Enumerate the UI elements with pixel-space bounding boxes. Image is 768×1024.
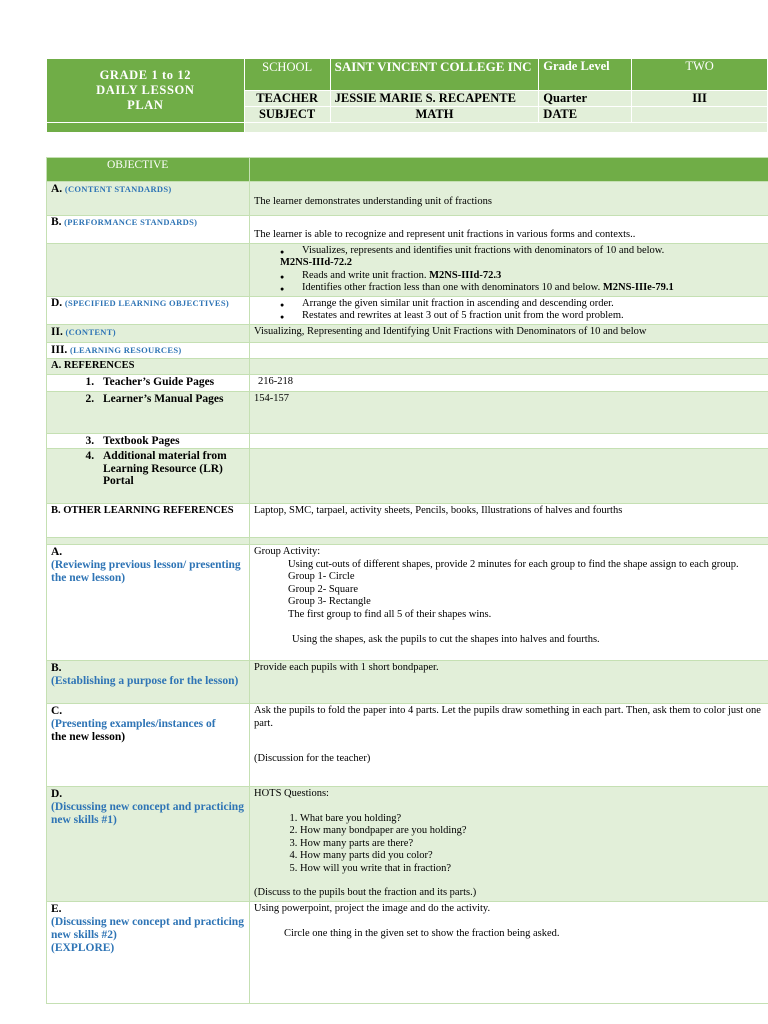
row-content [47,324,768,342]
row-b-content: The learner is able to recognize and represent unit fractions in various forms and contexts.. [250,216,768,244]
procedure-a-group: Group 1- Circle [288,571,355,582]
row-additional-material [47,449,768,504]
grade-title-line2: DAILY LESSON [96,83,195,97]
date-label: DATE [539,107,632,123]
row-d-label: (SPECIFIED LEARNING OBJECTIVES) [64,297,230,308]
procedure-a-letter: A. [51,546,63,558]
procedure-c-content: Ask the pupils to fold the paper into 4 parts. Let the pupils draw something in each part. Then, ask them to color just one part. [254,705,761,729]
row-performance-standards [47,216,768,244]
row-procedure-d [47,787,768,902]
procedure-c-note: (Discussion for the teacher) [254,753,371,764]
row-a-content: The learner demonstrates understanding unit of fractions [250,182,768,216]
school-label: SCHOOL [244,59,330,91]
row-ii-letter: II. [51,325,63,338]
row-other-references [47,504,768,538]
learners-manual-label: 2. Learner’s Manual Pages [97,393,245,406]
procedure-d-title: HOTS Questions: [254,788,329,799]
procedure-b-letter: B. [51,662,62,674]
teachers-guide-label: 1. Teacher’s Guide Pages [97,376,245,389]
procedure-b-label: (Establishing a purpose for the lesson) [51,674,239,687]
hots-questions-list [254,813,764,876]
procedure-a-closing: Using the shapes, ask the pupils to cut the shapes into halves and fourths. [292,634,600,645]
additional-material-label: 4. Additional material from Learning Resource (LR) Portal [97,450,245,488]
textbook-pages-label: 3. Textbook Pages [97,435,245,448]
row-references [47,359,768,375]
grade-title-line1: GRADE 1 to 12 [99,68,192,82]
procedure-b-content: Provide each pupils with 1 short bondpaper. [250,661,768,704]
row-teachers-guide [47,374,768,391]
procedure-c-label-1: (Presenting examples/instances of [51,717,216,730]
procedure-d-label: (Discussing new concept and practicing new skills #1) [51,800,244,826]
row-content-standards [47,182,768,216]
row-learning-resources [47,342,768,359]
competency-item: ● Identifies other fraction less than one with denominators 10 and below. M2NS-IIIe-79.1 [302,282,764,295]
procedure-e-content: Using powerpoint, project the image and do the activity. [254,903,491,914]
grade-level-value: TWO [632,59,768,91]
row-iii-label: (LEARNING RESOURCES) [69,344,182,355]
row-procedure-a [47,545,768,661]
lesson-plan-table [46,157,768,1004]
procedure-e-task: Circle one thing in the given set to show the fraction being asked. [284,927,560,939]
row-procedure-b [47,661,768,704]
row-a-letter: A. [51,183,63,195]
objective-header: OBJECTIVE [47,158,250,182]
grade-level-label: Grade Level [539,59,632,91]
row-specified-objectives [47,296,768,324]
procedure-a-title: Group Activity: [254,546,321,557]
references-label: A. REFERENCES [47,359,250,375]
procedure-e-label-2: (EXPLORE) [51,941,115,954]
procedure-e-letter: E. [51,903,62,915]
learners-manual-pages: 154-157 [250,391,768,433]
grade-title-cell [47,59,245,123]
spacer-row [47,538,768,545]
hots-question: 4. How many parts did you color? [300,850,764,863]
objective-header-row [47,158,768,182]
hots-question: 2. How many bondpaper are you holding? [300,825,764,838]
procedure-a-label: (Reviewing previous lesson/ presenting the new lesson) [51,558,241,584]
row-a-label: (CONTENT STANDARDS) [64,184,172,194]
procedure-a-note: The first group to find all 5 of their shapes wins. [288,608,492,620]
quarter-value: III [632,91,768,107]
other-references-content: Laptop, SMC, tarpael, activity sheets, Pencils, books, Illustrations of halves and fourths [250,504,768,538]
hots-question: 1. What bare you holding? [300,813,764,826]
procedure-a-intro: Using cut-outs of different shapes, provide 2 minutes for each group to find the shape assign to each group. [288,558,739,570]
header-spacer-right [244,123,767,133]
procedure-c-label-2: the new lesson) [51,730,126,743]
row-textbook-pages [47,433,768,449]
objective-item: ● Restates and rewrites at least 3 out of 5 fraction unit from the word problem. [302,310,764,323]
row-procedure-c [47,704,768,787]
competency-item: ● Visualizes, represents and identifies unit fractions with denominators of 10 and below. M2NS-IIId-72.2 [302,245,764,270]
teacher-value: JESSIE MARIE S. RECAPENTE [330,91,539,107]
objective-list [254,298,764,323]
row-ii-label: (CONTENT) [65,326,116,337]
row-learners-manual [47,391,768,433]
row-procedure-e [47,902,768,1004]
procedure-d-note: (Discuss to the pupils bout the fraction and its parts.) [254,887,477,898]
row-iii-letter: III. [51,343,68,356]
row-b-letter: B. [51,216,62,228]
row-ii-content: Visualizing, Representing and Identifying Unit Fractions with Denominators of 10 and below [250,324,768,342]
procedure-e-label-1: (Discussing new concept and practicing new skills #2) [51,915,244,941]
school-value: SAINT VINCENT COLLEGE INC [330,59,539,91]
procedure-a-group: Group 2- Square [288,583,358,595]
row-b-label: (PERFORMANCE STANDARDS) [64,217,198,227]
other-references-label: B. OTHER LEARNING REFERENCES [47,504,250,538]
row-competencies [47,243,768,296]
teachers-guide-pages: 216-218 [250,374,768,391]
subject-value: MATH [330,107,539,123]
header-spacer-left [47,123,245,133]
header-table [46,58,768,133]
date-value [632,107,768,123]
grade-title-line3: PLAN [127,98,164,112]
teacher-label: TEACHER [244,91,330,107]
row-d-letter: D. [51,296,63,309]
procedure-d-letter: D. [51,788,63,800]
competency-list [254,245,764,295]
subject-label: SUBJECT [244,107,330,123]
competency-item: ● Reads and write unit fraction. M2NS-IIId-72.3 [302,270,764,283]
textbook-pages-value [250,433,768,449]
quarter-label: Quarter [539,91,632,107]
hots-question: 3. How many parts are there? [300,838,764,851]
additional-material-value [250,449,768,504]
objective-item: ● Arrange the given similar unit fraction in ascending and descending order. [302,298,764,311]
hots-question: 5. How will you write that in fraction? [300,863,764,876]
procedure-a-group: Group 3- Rectangle [288,596,371,607]
procedure-c-letter: C. [51,705,63,717]
